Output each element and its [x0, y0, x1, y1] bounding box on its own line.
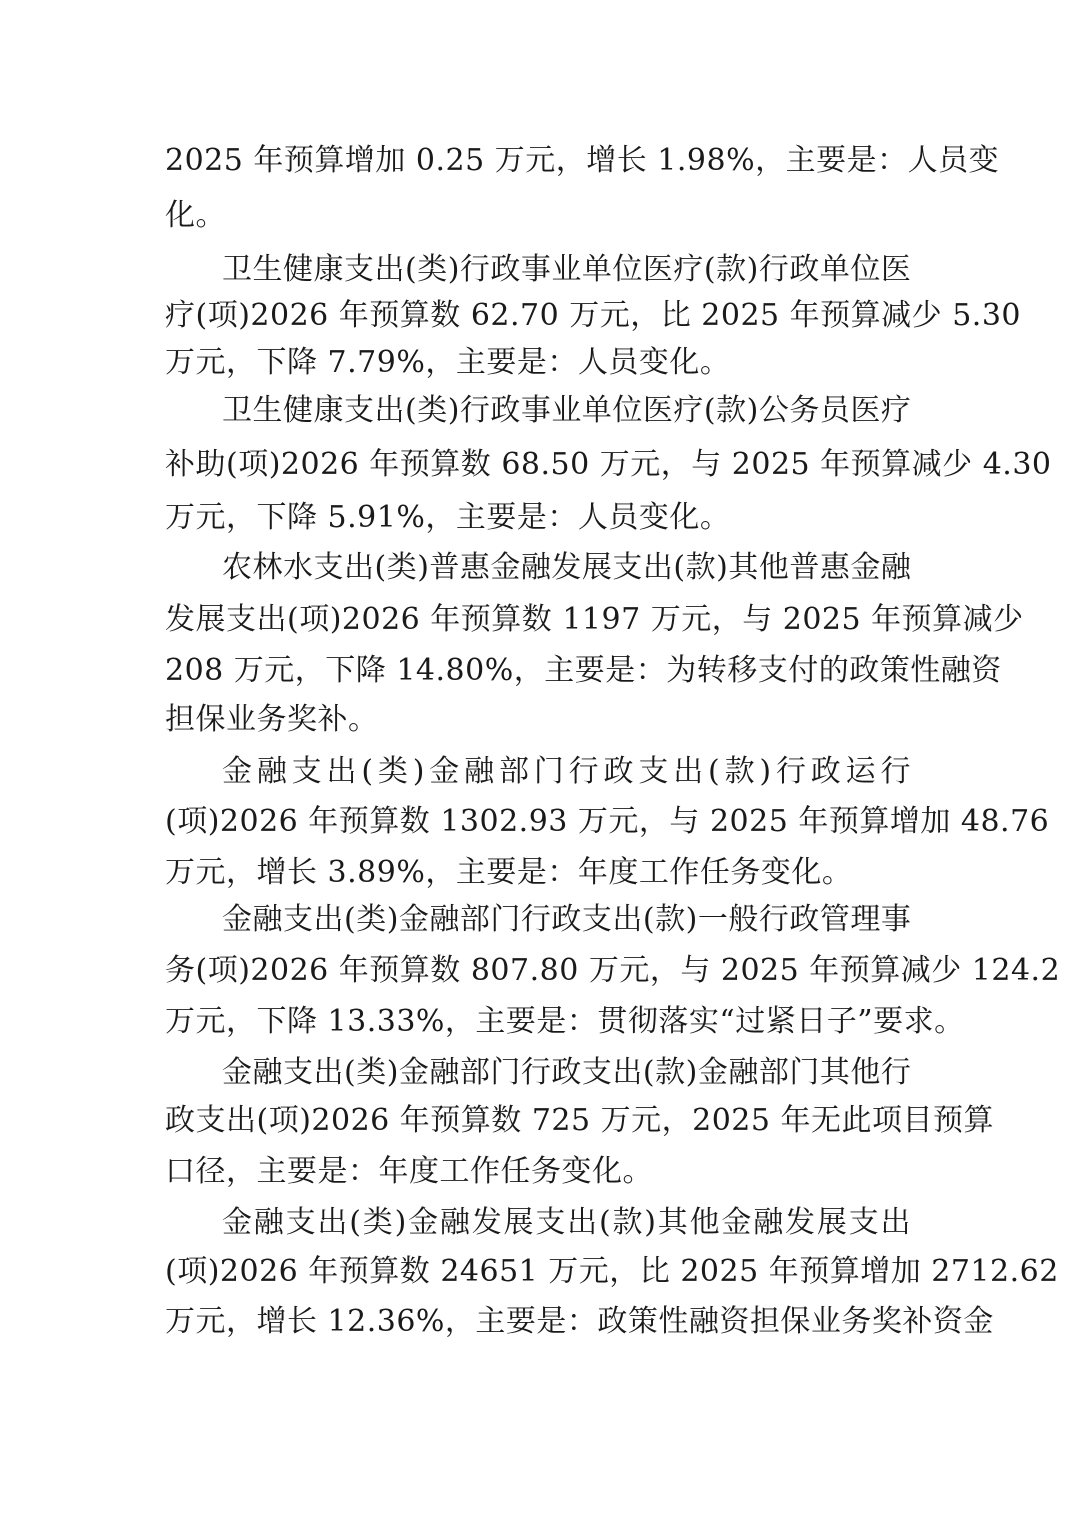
text-line: 政支出(项)2026 年预算数 725 万元，2025 年无此项目预算	[165, 1103, 995, 1138]
text-line: 万元，下降 13.33%，主要是：贯彻落实“过紧日子”要求。	[165, 1004, 965, 1039]
text-line: 疗(项)2026 年预算数 62.70 万元，比 2025 年预算减少 5.30	[165, 298, 1022, 333]
text-line: 务(项)2026 年预算数 807.80 万元，与 2025 年预算减少 124.2	[165, 953, 1061, 988]
text-line: 化。	[165, 198, 226, 233]
text-line: (项)2026 年预算数 1302.93 万元，与 2025 年预算增加 48.76	[165, 804, 1050, 839]
text-line: (项)2026 年预算数 24651 万元，比 2025 年预算增加 2712.62	[165, 1254, 1059, 1289]
text-line: 2025 年预算增加 0.25 万元，增长 1.98%，主要是：人员变	[165, 143, 1000, 178]
paragraph-start-line: 卫生健康支出(类)行政事业单位医疗(款)行政单位医	[222, 252, 912, 287]
text-line: 万元，下降 5.91%，主要是：人员变化。	[165, 500, 731, 535]
text-line: 补助(项)2026 年预算数 68.50 万元，与 2025 年预算减少 4.30	[165, 447, 1052, 482]
text-line: 万元，增长 12.36%，主要是：政策性融资担保业务奖补资金	[165, 1304, 994, 1339]
text-line: 208 万元，下降 14.80%，主要是：为转移支付的政策性融资	[165, 653, 1002, 688]
text-line: 担保业务奖补。	[165, 702, 379, 737]
text-line: 万元，下降 7.79%，主要是：人员变化。	[165, 345, 731, 380]
paragraph-start-line: 金融支出(类)金融发展支出(款)其他金融发展支出	[222, 1205, 911, 1240]
text-line: 发展支出(项)2026 年预算数 1197 万元，与 2025 年预算减少	[165, 602, 1024, 637]
paragraph-start-line: 金融支出(类)金融部门行政支出(款)行政运行	[222, 754, 911, 789]
paragraph-start-line: 金融支出(类)金融部门行政支出(款)一般行政管理事	[222, 902, 912, 937]
text-line: 口径，主要是：年度工作任务变化。	[165, 1154, 653, 1189]
paragraph-start-line: 卫生健康支出(类)行政事业单位医疗(款)公务员医疗	[222, 393, 912, 428]
text-line: 万元，增长 3.89%，主要是：年度工作任务变化。	[165, 855, 853, 890]
paragraph-start-line: 金融支出(类)金融部门行政支出(款)金融部门其他行	[222, 1055, 912, 1090]
paragraph-start-line: 农林水支出(类)普惠金融发展支出(款)其他普惠金融	[222, 550, 912, 585]
